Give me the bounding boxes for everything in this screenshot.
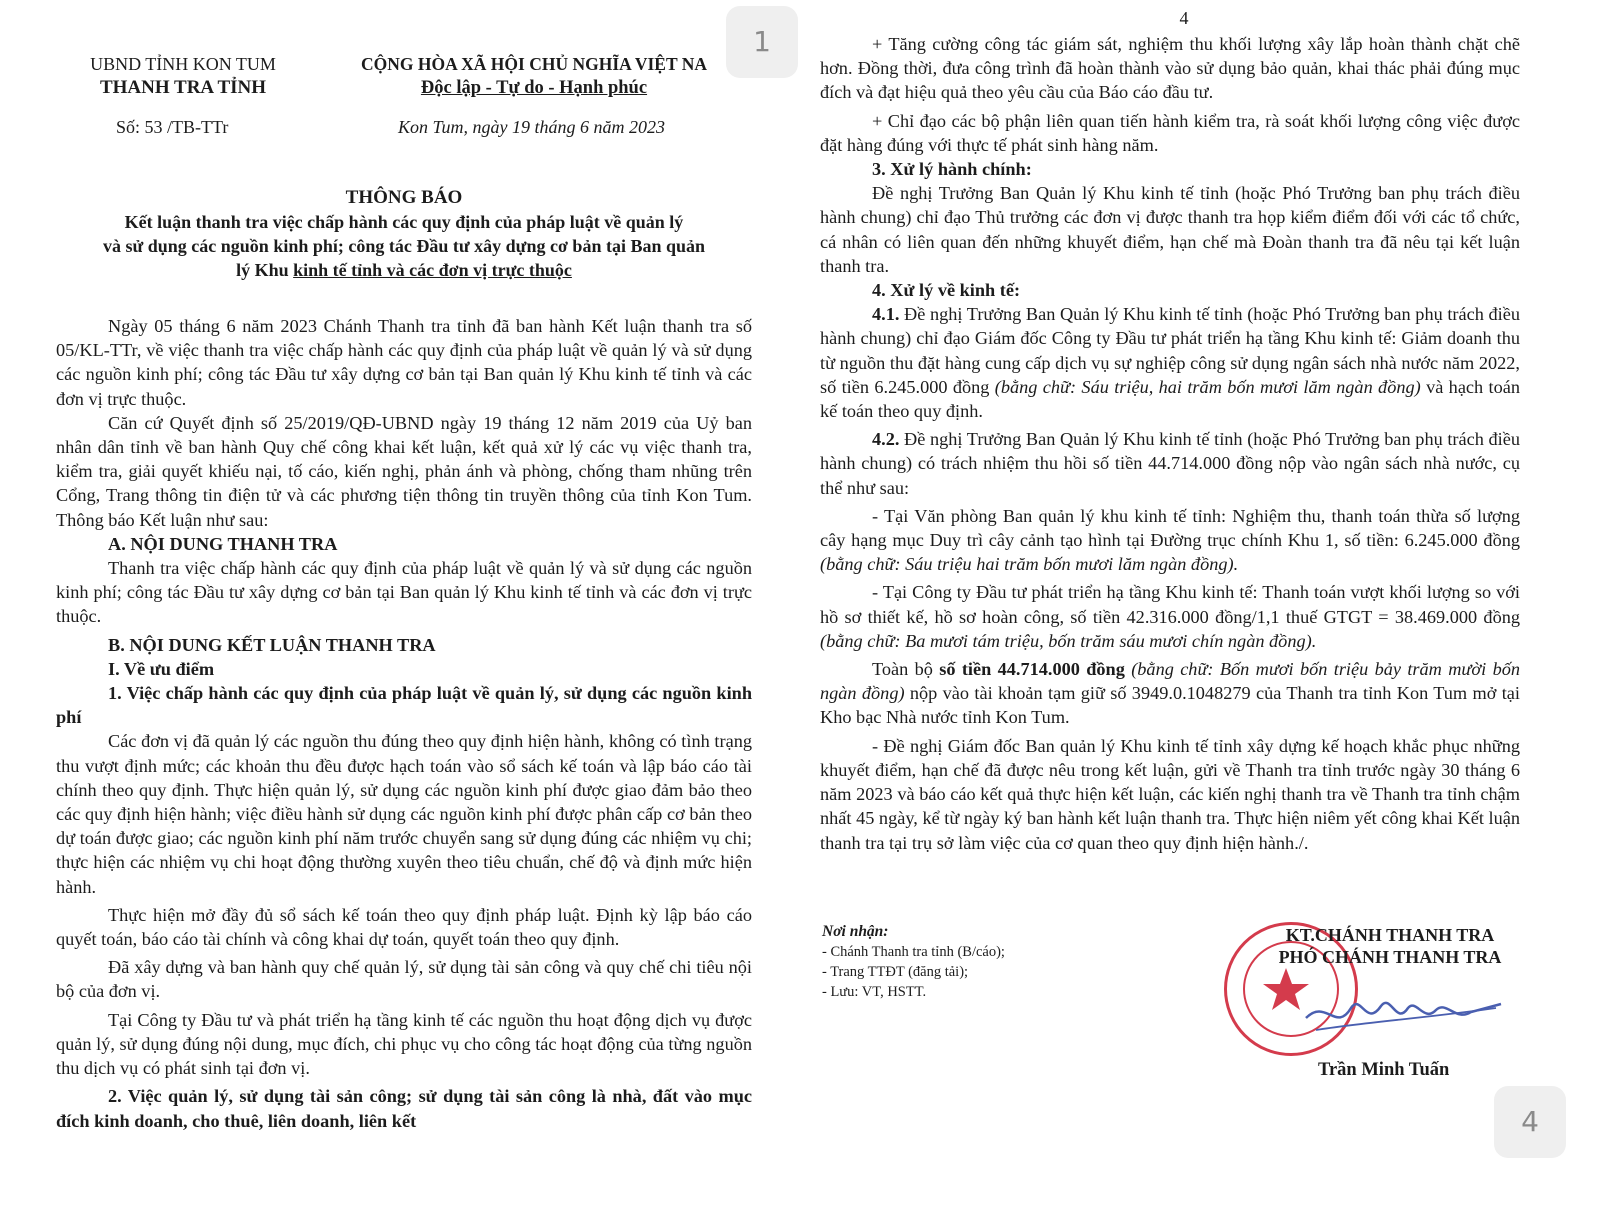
section-3-heading: 3. Xử lý hành chính: [872, 159, 1032, 180]
paragraph-accounting: Thực hiện mở đầy đủ sổ sách kế toán theo quy định pháp luật. Định kỳ lập báo cáo quyết toán, báo cáo tài chính và công khai dự toán, quyết toán theo quy định. [56, 904, 752, 950]
section-b-heading: B. NỘI DUNG KẾT LUẬN THANH TRA [108, 634, 436, 655]
paragraph-administrative: Đề nghị Trưởng Ban Quản lý Khu kinh tế tỉnh (hoặc Phó Trưởng ban phụ trách điều hành chung) chỉ đạo Thủ trưởng các đơn vị được thanh tra họp kiểm điểm đối với các tổ chức, cá nhân có liên quan đến những khuyết điểm, hạn chế mà Đoàn thanh tra đã nêu tại kết luận thanh tra. [820, 183, 1520, 276]
page-badge-4: 4 [1494, 1086, 1566, 1158]
org-line1: UBND TỈNH KON TUM [90, 54, 276, 74]
paragraph-section-a: Thanh tra việc chấp hành các quy định của pháp luật về quản lý và sử dụng các nguồn kinh phí; công tác Đầu tư xây dựng cơ bản tại Ban quản lý Khu kinh tế tỉnh và các đơn vị trực thuộc. [56, 558, 752, 627]
doc-subtitle1: Kết luận thanh tra việc chấp hành các quy định của pháp luật về quản lý [124, 212, 684, 232]
nation-header [334, 52, 734, 100]
paragraph-funding: Các đơn vị đã quản lý các nguồn thu đúng theo quy định hiện hành, không có tình trạng thu vượt định mức; các khoản thu đều được hạch toán vào sổ sách kế toán và lập báo cáo tài chính theo quy định. Thực hiện quản lý, sử dụng các nguồn kinh phí được giao đảm bảo theo các quy định hiện hành; việc điều hành sử dụng các nguồn kinh phí được phân cấp cơ bản theo dự toán được giao; các nguồn kinh phí năm trước chuyển sang sử dụng đúng các nhiệm vụ chi; thực hiện các nhiệm vụ chi hoạt động thường xuyên theo tiêu chuẩn, chế độ và định mức hiện hành. [56, 731, 752, 897]
signature-block [1240, 924, 1540, 968]
text-total-pre: Toàn bộ [872, 659, 940, 680]
text-4-1: Đề nghị Trưởng Ban Quản lý Khu kinh tế tỉnh (hoặc Phó Trưởng ban phụ trách điều hành chung) chỉ đạo Giám đốc Công ty Đầu tư phát triển hạ tầng Khu kinh tế: Giảm doanh thu từ nguồn thu đặt hàng cung cấp dịch vụ sự nghiệp công sử dụng ngân sách nhà nước năm 2022, số tiền 6.245.000 đồng [820, 304, 1520, 397]
label-4-2: 4.2. [872, 429, 900, 450]
bold-total: số tiền 44.714.000 đồng [939, 659, 1125, 680]
paragraph-4-2 [820, 427, 1520, 500]
paragraph-regulations: Đã xây dựng và ban hành quy chế quản lý, sử dụng tài sản công và quy chế chi tiêu nội bộ của đơn vị. [56, 957, 752, 1002]
signer-name: Trần Minh Tuấn [1318, 1060, 1450, 1080]
page-badge-1: 1 [726, 6, 798, 78]
italic-company-overpay: (bằng chữ: Ba mươi tám triệu, bốn trăm sáu mươi chín ngàn đồng). [820, 630, 1317, 651]
recipient-2: - Trang TTĐT (đăng tải); [822, 964, 969, 980]
tail-4-1: và hạch toán kế toán theo quy định. [820, 376, 1521, 422]
recipients-block [822, 922, 1152, 1002]
text-total-tail: nộp vào tài khoản tạm giữ số 3949.0.1048279 của Thanh tra tỉnh Kon Tum mở tại Kho bạc Nhà nước tỉnh Kon Tum. [820, 683, 1520, 728]
paragraph-supervision: + Tăng cường công tác giám sát, nghiệm thu khối lượng xây lắp hoàn thành chặt chẽ hơn. Đồng thời, đưa công trình đã hoàn thành vào sử dụng bảo quản, khai thác phải đúng mục đích và đạt hiệu quả theo yêu cầu của Báo cáo đầu tư. [820, 34, 1520, 103]
section-a-heading: A. NỘI DUNG THANH TRA [108, 533, 338, 554]
paragraph-total [820, 657, 1520, 730]
italic-4-1: (bằng chữ: Sáu triệu, hai trăm bốn mươi lăm ngàn đồng) [994, 376, 1421, 397]
italic-office: (bằng chữ: Sáu triệu hai trăm bốn mươi lăm ngàn đồng). [820, 554, 1239, 575]
paragraph-legal-basis: Căn cứ Quyết định số 25/2019/QĐ-UBND ngày 19 tháng 12 năm 2019 của Uỷ ban nhân dân tỉnh về ban hành Quy chế công khai kết luận, kết quả xử lý các vụ việc thanh tra, kiểm tra, giải quyết khiếu nại, tố cáo, kiến nghị, phản ánh và phòng, chống tham nhũng trên Cổng, Trang thông tin điện tử và các phương tiện thông tin truyền thông của tỉnh Kon Tum. Thông báo Kết luận như sau: [56, 412, 752, 530]
doc-subtitle3 [56, 258, 752, 282]
recipients-heading: Nơi nhận: [822, 923, 889, 940]
paragraph-office [820, 504, 1520, 577]
doc-subtitle3a: lý Khu [236, 260, 294, 280]
signature-title-1: KT.CHÁNH THANH TRA [1285, 925, 1495, 945]
section-i-heading: I. Về ưu điểm [108, 658, 215, 679]
section-2-heading: 2. Việc quản lý, sử dụng tài sản công; sử dụng tài sản công là nhà, đất vào mục đích kinh doanh, cho thuê, liên doanh, liên kết [56, 1086, 752, 1131]
nation-line2: Độc lập - Tự do - Hạnh phúc [420, 78, 648, 98]
label-4-1: 4.1. [872, 304, 900, 325]
text-office: - Tại Văn phòng Ban quản lý khu kinh tế tỉnh: Nghiệm thu, thanh toán thừa số lượng cây hạng mục Duy trì cây cảnh tạo hình tại Đường trục chính Khu 1, số tiền: 6.245.000 đồng [820, 505, 1520, 551]
signature-title-2: PHÓ CHÁNH THANH TRA [1278, 947, 1502, 967]
text-4-2: Đề nghị Trưởng Ban Quản lý Khu kinh tế tỉnh (hoặc Phó Trưởng ban phụ trách điều hành chung) có trách nhiệm thu hồi số tiền 44.714.000 đồng nộp vào ngân sách nhà nước, cụ thể như sau: [820, 429, 1520, 498]
paragraph-review: + Chỉ đạo các bộ phận liên quan tiến hành kiểm tra, rà soát khối lượng công việc được đặt hàng đúng với thực tế phát sinh hàng năm. [820, 110, 1520, 155]
text-company-overpay: - Tại Công ty Đầu tư phát triển hạ tầng Khu kinh tế: Thanh toán vượt khối lượng so với hồ sơ thiết kế, hồ sơ hoàn công, số tiền 42.316.000 đồng/1,1 thuế GTGT = 38.469.000 đồng [820, 582, 1520, 627]
doc-subtitle2: và sử dụng các nguồn kinh phí; công tác Đầu tư xây dựng cơ bản tại Ban quản [102, 236, 706, 256]
recipient-3: - Lưu: VT, HSTT. [822, 984, 927, 1000]
doc-subtitle3b: kinh tế tỉnh và các đơn vị trực thuộc [293, 260, 572, 280]
doc-number: Số: 53 /TB-TTr [116, 117, 229, 137]
page-number: 4 [1179, 8, 1189, 28]
org-line2: THANH TRA TỈNH [99, 77, 267, 98]
doc-body-left [56, 186, 752, 1133]
nation-line1: CỘNG HÒA XÃ HỘI CHỦ NGHĨA VIỆT NA [360, 54, 707, 74]
italic-total: (bằng chữ: Bốn mươi bốn triệu bảy trăm mười bốn ngàn đồng) [820, 659, 1520, 704]
org-header [60, 52, 306, 100]
doc-title: THÔNG BÁO [345, 187, 463, 208]
section-1-heading: 1. Việc chấp hành các quy định của pháp luật về quản lý, sử dụng các nguồn kinh phí [56, 683, 752, 728]
section-4-heading: 4. Xử lý về kinh tế: [872, 280, 1021, 301]
doc-date: Kon Tum, ngày 19 tháng 6 năm 2023 [398, 117, 666, 137]
doc-body-right [820, 32, 1520, 855]
paragraph-company-overpay [820, 580, 1520, 653]
document-page-1 [0, 0, 790, 1220]
recipient-1: - Chánh Thanh tra tỉnh (B/cáo); [822, 944, 1005, 960]
paragraph-intro: Ngày 05 tháng 6 năm 2023 Chánh Thanh tra tỉnh đã ban hành Kết luận thanh tra số 05/KL-TTr, về việc thanh tra việc chấp hành các quy định của pháp luật về quản lý và sử dụng các nguồn kinh phí; công tác Đầu tư xây dựng cơ bản tại Ban quản lý Khu kinh tế tỉnh và các đơn vị trực thuộc. [56, 316, 752, 409]
paragraph-4-1 [820, 302, 1520, 423]
paragraph-company: Tại Công ty Đầu tư và phát triển hạ tầng kinh tế các nguồn thu hoạt động dịch vụ được quản lý, sử dụng đúng nội dung, mục đích, chi phục vụ cho công tác hoạt động của từng nguồn thu dịch vụ có phát sinh tại đơn vị. [56, 1009, 752, 1079]
signature-icon [1296, 978, 1516, 1058]
paragraph-remediation: - Đề nghị Giám đốc Ban quản lý Khu kinh tế tỉnh xây dựng kế hoạch khắc phục những khuyết điểm, hạn chế đã được nêu trong kết luận, gửi về Thanh tra tỉnh trước ngày 30 tháng 6 năm 2023 và báo cáo kết quả thực hiện kết luận, các kiến nghị thanh tra về Thanh tra tỉnh chậm nhất 45 ngày, kể từ ngày ký ban hành kết luận thanh tra. Thực hiện niêm yết công khai Kết luận thanh tra tại trụ sở làm việc của cơ quan theo quy định hiện hành./. [820, 735, 1520, 853]
